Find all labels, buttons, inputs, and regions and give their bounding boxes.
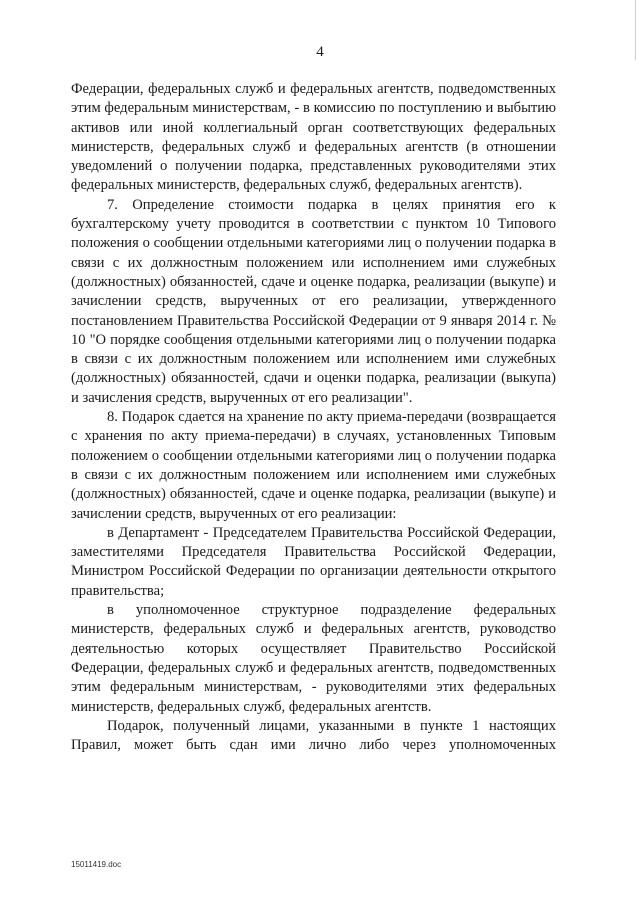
paragraph-item-8: 8. Подарок сдается на хранение по акту приема-передачи (возвращается с хранения по акту приема-передачи) в случаях, установленных Типовым положением о сообщении отдельными категориями лиц о получении подарка в связи с их должностным положением или исполнением ими служебных (должностных) обязанностей, сдаче и оценке подарка, реализации (выкупе) и зачислении средств, вырученных от его реализации:	[71, 409, 556, 522]
document-body	[71, 80, 556, 755]
paragraph-department: в Департамент - Председателем Правительства Российской Федерации, заместителями Председателя Правительства Российской Федерации, Министром Российской Федерации по организации деятельности открытого правительства;	[71, 524, 556, 599]
page-number: 4	[316, 44, 324, 60]
paragraph-gift-submission: Подарок, полученный лицами, указанными в пункте 1 настоящих Правил, может быть сдан ими лично либо через уполномоченных	[71, 717, 556, 754]
paragraph-item-7: 7. Определение стоимости подарка в целях принятия его к бухгалтерскому учету проводится в соответствии с пунктом 10 Типового положения о сообщении отдельными категориями лиц о получении подарка в связи с их должностным положением или исполнением ими служебных (должностных) обязанностей, сдаче и оценке подарка, реализации (выкупе) и зачислении средств, вырученных от его реализации, утвержденного постановлением Правительства Российской Федерации от 9 января 2014 г. № 10 "О порядке сообщения отдельными категориями лиц о получении подарка в связи с их должностным положением или исполнением ими служебных (должностных) обязанностей, сдачи и оценки подарка, реализации (выкупа) и зачисления средств, вырученных от его реализации".	[71, 196, 556, 406]
document-file-code: 15011419.doc	[71, 860, 122, 869]
paragraph-authorized-unit: в уполномоченное структурное подразделение федеральных министерств, федеральных служб и федеральных агентств, руководство деятельностью которых осуществляет Правительство Российской Федерации, федеральных служб и федеральных агентств, подведомственных этим федеральным министерствам, - руководителями этих федеральных министерств, федеральных служб, федеральных агентств.	[71, 602, 556, 715]
paragraph-continuation: Федерации, федеральных служб и федеральных агентств, подведомственных этим федеральным министерствам, - в комиссию по поступлению и выбытию активов или иной коллегиальный орган соответствующих федеральных министерств, федеральных служб и федеральных агентств (в отношении уведомлений о получении подарка, представленных руководителями этих федеральных министерств, федеральных служб, федеральных агентств).	[71, 81, 556, 194]
